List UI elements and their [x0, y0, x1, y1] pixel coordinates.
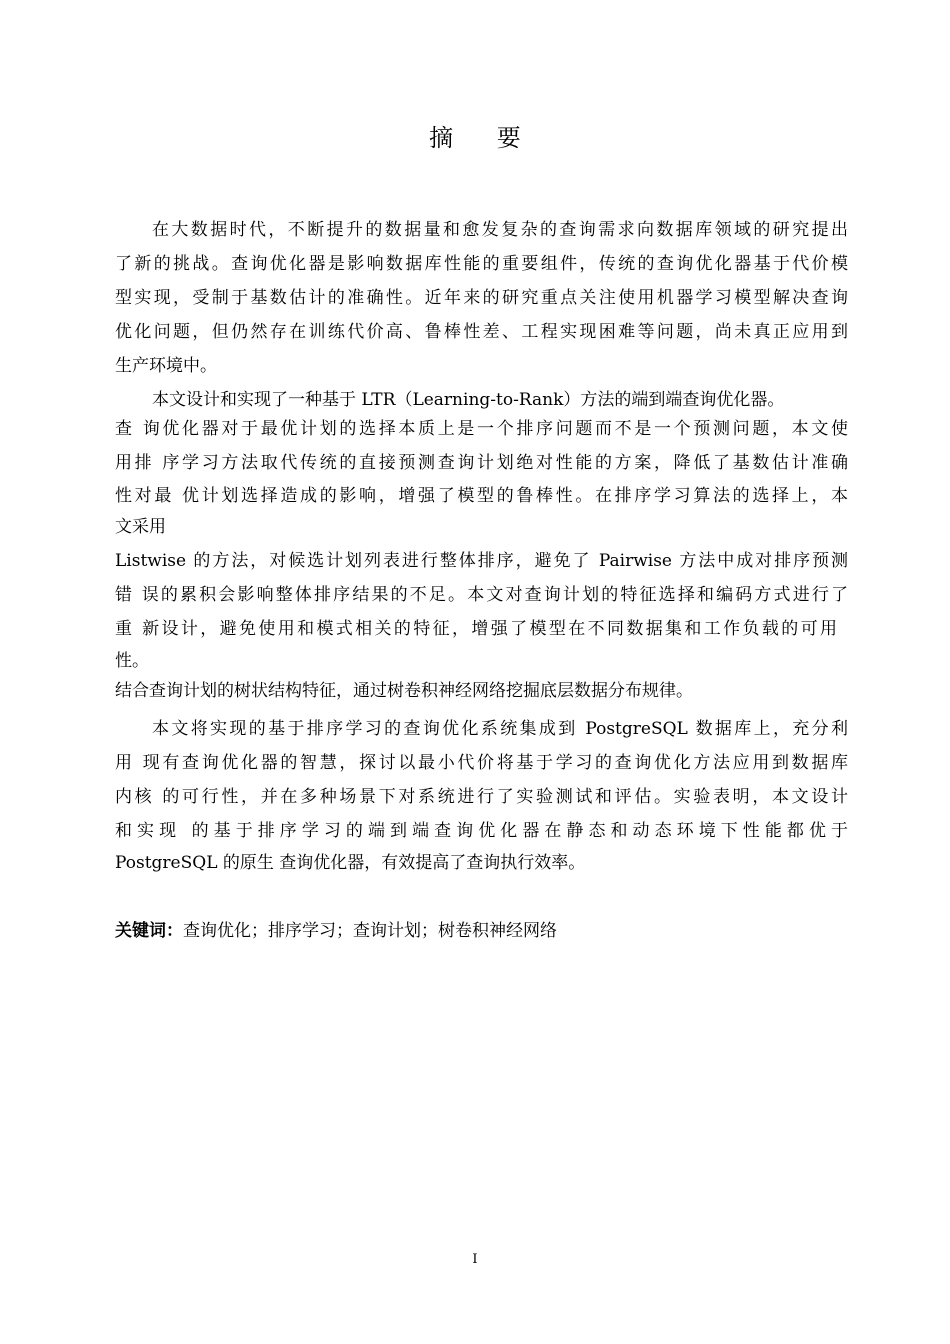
- text-line: 文采用: [115, 517, 166, 537]
- text-line: 错 误的累积会影响整体排序结果的不足。本文对查询计划的特征选择和编码方式进行了: [115, 585, 848, 605]
- text-line: 性对最 优计划选择造成的影响，增强了模型的鲁棒性。在排序学习算法的选择上，本: [115, 486, 848, 506]
- text-line: 和实现 的基于排序学习的端到端查询优化器在静态和动态环境下性能都优于: [115, 821, 848, 841]
- text-line: PostgreSQL 的原生 查询优化器，有效提高了查询执行效率。: [115, 853, 586, 873]
- text-line: Listwise 的方法，对候选计划列表进行整体排序，避免了 Pairwise 方法中成对排序预测: [115, 551, 848, 571]
- page-number: I: [472, 1252, 478, 1267]
- text-line: 生产环境中。: [115, 356, 217, 376]
- text-line: 内核 的可行性，并在多种场景下对系统进行了实验测试和评估。实验表明，本文设计: [115, 787, 848, 807]
- text-line: 性。: [115, 651, 149, 671]
- keywords: [115, 920, 557, 942]
- text-line: 了新的挑战。查询优化器是影响数据库性能的重要组件，传统的查询优化器基于代价模: [115, 254, 848, 274]
- text-line: 本文设计和实现了一种基于 LTR（Learning-to-Rank）方法的端到端查询优化器。: [152, 390, 785, 410]
- keywords-text: 查询优化；排序学习；查询计划；树卷积神经网络: [183, 921, 557, 941]
- text-line: 优化问题，但仍然存在训练代价高、鲁棒性差、工程实现困难等问题，尚未真正应用到: [115, 322, 848, 342]
- text-line: 结合查询计划的树状结构特征，通过树卷积神经网络挖掘底层数据分布规律。: [115, 681, 693, 701]
- text-line: 用 现有查询优化器的智慧，探讨以最小代价将基于学习的查询优化方法应用到数据库: [115, 753, 848, 773]
- text-line: 本文将实现的基于排序学习的查询优化系统集成到 PostgreSQL 数据库上，充分利: [152, 719, 848, 739]
- abstract-title: 摘 要: [429, 124, 539, 152]
- text-line: 查 询优化器对于最优计划的选择本质上是一个排序问题而不是一个预测问题，本文使: [115, 419, 848, 439]
- text-line: 用排 序学习方法取代传统的直接预测查询计划绝对性能的方案，降低了基数估计准确: [115, 453, 848, 473]
- keywords-label: 关键词：: [115, 921, 183, 941]
- text-line: 型实现，受制于基数估计的准确性。近年来的研究重点关注使用机器学习模型解决查询: [115, 288, 848, 308]
- text-line: 在大数据时代，不断提升的数据量和愈发复杂的查询需求向数据库领域的研究提出: [152, 220, 848, 240]
- text-line: 重 新设计，避免使用和模式相关的特征，增强了模型在不同数据集和工作负载的可用: [115, 619, 837, 639]
